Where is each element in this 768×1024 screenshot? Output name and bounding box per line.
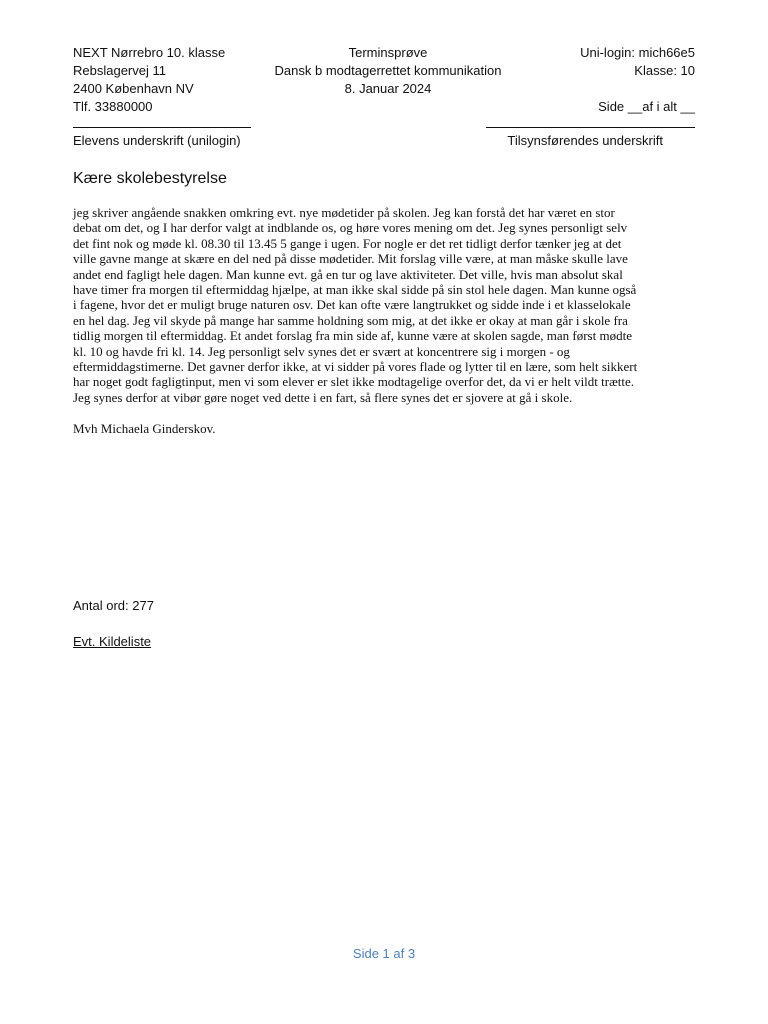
- school-name: NEXT Nørrebro 10. klasse: [73, 45, 226, 60]
- exam-date: 8. Januar 2024: [344, 81, 432, 96]
- school-city: 2400 København NV: [73, 81, 194, 96]
- student-signature-label: Elevens underskrift (unilogin): [73, 133, 241, 148]
- school-street: Rebslagervej 11: [73, 63, 166, 78]
- header-row: [73, 98, 695, 116]
- uni-login: Uni-login: mich66e5: [580, 45, 695, 60]
- student-signature-line: [73, 127, 251, 128]
- document-header: [73, 44, 695, 116]
- body-line: i fagene, hvor det er muligt bruge naturen osv. Det kan ofte være langtrukket og sidde inde i et klasselokale: [73, 297, 631, 313]
- body-line: det fint nok og møde kl. 08.30 til 13.45 5 gange i ugen. For nogle er det ret tidligt derfor tænker jeg at det: [73, 235, 622, 251]
- body-line: have timer fra morgen til eftermiddag hjælpe, at man ikke skal sidde på sin stol hele dagen. Man kunne også: [73, 281, 637, 297]
- body-line: Jeg synes derfor at vibør gøre noget ved dette i en fart, så flere synes det er sjovere at gå i skole.: [73, 389, 573, 405]
- exam-subject: Dansk b modtagerrettet kommunikation: [274, 63, 502, 78]
- body-line: har noget godt fagligtinput, men vi som elever er slet ikke modtagelige overfor det, da vi er helt vildt trætte.: [73, 374, 635, 390]
- word-count: Antal ord: 277: [73, 598, 154, 613]
- header-row: [73, 62, 695, 80]
- body-line: ville gavne mange at skære en del ned på disse mødetider. Mit forslag ville være, at man måske skulle lave: [73, 251, 628, 267]
- class-label: Klasse: 10: [634, 63, 695, 78]
- page-footer: Side 1 af 3: [352, 946, 416, 961]
- page-of-total: Side __af i alt __: [598, 99, 695, 114]
- header-row: [73, 44, 695, 62]
- supervisor-signature-label: Tilsynsførendes underskrift: [507, 133, 663, 148]
- signature-row: [73, 115, 695, 151]
- school-phone: Tlf. 33880000: [73, 99, 153, 114]
- body-line: en hel dag. Jeg vil skyde på mange har samme holdning som mig, at det ikke er okay at man går i skole fra: [73, 312, 628, 328]
- body-line: jeg skriver angående snakken omkring evt. nye mødetider på skolen. Jeg kan forstå det har været en stor: [73, 205, 615, 220]
- supervisor-signature-line: [486, 127, 695, 128]
- body-line: tidlig morgen til eftermiddag. Et andet forslag fra min side af, kunne være at skolen sagde, man først mødte: [73, 328, 632, 344]
- letter-greeting: Kære skolebestyrelse: [73, 170, 227, 187]
- letter-body: [73, 205, 697, 405]
- letter-signoff: Mvh Michaela Ginderskov.: [73, 421, 216, 436]
- body-line: andet end fagligt hele dagen. Man kunne evt. gå en tur og lave aktiviteter. Det ville, hvis man absolut skal: [73, 266, 623, 282]
- exam-title: Terminsprøve: [348, 45, 428, 60]
- body-line: debat om det, og I har derfor valgt at indblande os, og høre vores mening om det. Jeg synes personligt selv: [73, 220, 628, 236]
- body-line: eftermiddagstimerne. Det gavner derfor ikke, at vi sidder på vores flade og lytter til en lære, som helt sikkert: [73, 358, 638, 374]
- header-row: [73, 80, 695, 98]
- sources-link[interactable]: Evt. Kildeliste: [73, 634, 152, 649]
- body-line: kl. 10 og havde fri kl. 14. Jeg personligt selv synes det er svært at koncentrere sig i morgen - og: [73, 343, 570, 359]
